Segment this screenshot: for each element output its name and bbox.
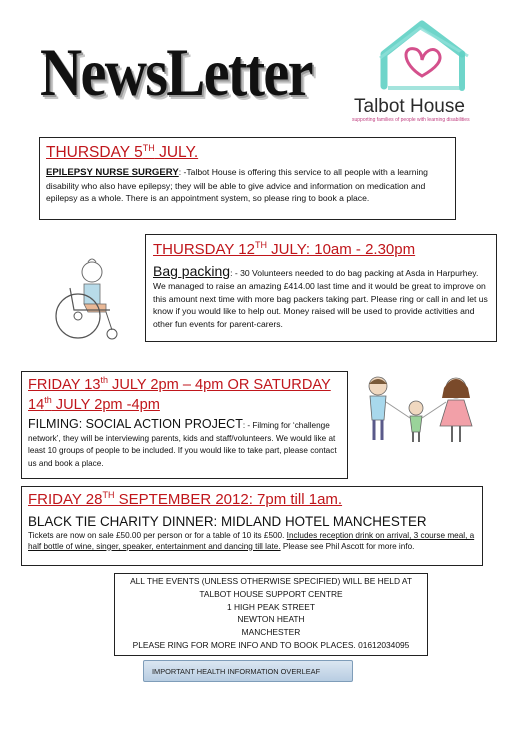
event-box-bag-packing	[145, 234, 497, 342]
venue-line: ALL THE EVENTS (UNLESS OTHERWISE SPECIFIED) WILL BE HELD AT	[130, 576, 412, 586]
heading-text-mid: JULY 2pm – 4pm OR SATURDAY 14	[28, 377, 331, 413]
venue-line: 1 HIGH PEAK STREET	[227, 601, 315, 612]
event-heading	[28, 490, 476, 509]
venue-info-box	[114, 573, 428, 656]
venue-line: PLEASE RING FOR MORE INFO AND TO BOOK PLACES. 01612034095	[132, 639, 410, 650]
event-heading	[28, 375, 341, 415]
heading-text-end: JULY.	[154, 144, 199, 161]
event-description	[153, 262, 489, 330]
event-text-underlined: Includes reception drink on arrival, 3 course meal, a half bottle of wine, singer, speaker, entertainment and dancing till late.	[28, 531, 475, 551]
venue-line: NEWTON HEATH	[237, 614, 305, 625]
heading-text: FRIDAY 28	[28, 491, 103, 508]
heading-text: FRIDAY 13	[28, 377, 101, 393]
event-description	[28, 416, 341, 470]
event-text: : - 30 Volunteers needed to do bag packing at Asda in Harpurhey. We managed to raise an amazing £414.00 last time and it would be great to improve on this amount next time with more bag packers taking part. Please ring or call in and let us know if you would like to help out. Money raised will be used to provide activities and other fun events for parent-carers.	[153, 268, 488, 329]
event-subtitle: Bag packing	[153, 263, 231, 279]
event-description	[28, 531, 476, 552]
heading-text-end: JULY: 10am - 2.30pm	[266, 241, 416, 258]
event-text-end: Please see Phil Ascott for more info.	[280, 541, 415, 551]
heading-text: THURSDAY 12	[153, 241, 255, 258]
heading-sup: TH	[102, 490, 115, 500]
family-illustration	[360, 372, 492, 448]
venue-line: TALBOT HOUSE SUPPORT CENTRE	[199, 588, 343, 599]
heading-sup: TH	[254, 240, 267, 250]
heading-sup-2: th	[44, 395, 52, 405]
event-subtitle: EPILEPSY NURSE SURGERY	[46, 167, 179, 178]
heading-sup: TH	[142, 143, 155, 153]
event-heading	[153, 240, 489, 259]
heading-text: THURSDAY 5	[46, 144, 143, 161]
event-subtitle: BLACK TIE CHARITY DINNER: MIDLAND HOTEL MANCHESTER	[28, 514, 427, 529]
heading-text-end: JULY 2pm -4pm	[51, 397, 160, 413]
event-box-epilepsy	[39, 137, 456, 220]
newsletter-title: NewsLetter	[40, 34, 312, 110]
heading-sup: th	[100, 375, 108, 385]
event-box-filming	[21, 371, 348, 479]
heading-text-end: SEPTEMBER 2012: 7pm till 1am.	[114, 491, 343, 508]
event-text: : -Talbot House is offering this service to all people with a learning disability who also have epilepsy; they will be able to give advice and information on medication and epilepsy as a whole. There is an appointment system, so please ring to book a place.	[46, 167, 428, 204]
event-box-charity-dinner	[21, 486, 483, 566]
health-info-overleaf-button[interactable]: IMPORTANT HEALTH INFORMATION OVERLEAF	[143, 660, 353, 682]
event-description	[46, 166, 449, 205]
house-heart-icon	[352, 16, 502, 96]
event-text: : - Filming for ‘challenge network’, they will be interviewing parents, kids and staff/volunteers. We would like at least 10 groups of people to be included. If you would like to take part, please contact us and book a place.	[28, 421, 337, 468]
logo-text: Talbot House	[354, 96, 465, 117]
wheelchair-child-illustration	[44, 258, 134, 346]
event-heading	[46, 143, 449, 162]
event-text: Tickets are now on sale £50.00 per person or for a table of 10 its £500.	[28, 531, 287, 540]
event-subtitle: FILMING: SOCIAL ACTION PROJECT	[28, 417, 243, 431]
venue-line: MANCHESTER	[241, 627, 301, 638]
talbot-house-logo	[352, 16, 502, 124]
logo-tagline: supporting families of people with learning disabilities	[352, 117, 470, 123]
